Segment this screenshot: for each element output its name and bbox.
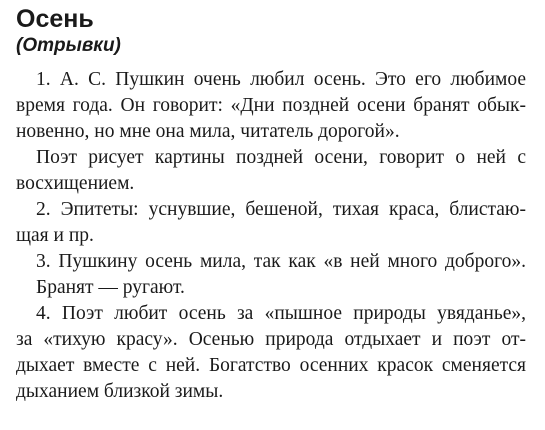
text-line-8: 3. Пушкину осень мила, так как «в ней много доброго». — [36, 251, 526, 272]
text-line-2: время года. Он говорит: «Дни поздней осени бранят обык- — [16, 95, 526, 116]
text-line-11: за «тихую красу». Осенью природа отдыхает и поэт от- — [16, 329, 526, 350]
text-line-1: 1. А. С. Пушкин очень любил осень. Это его любимое — [36, 69, 526, 90]
text-line-6: 2. Эпитеты: уснувшие, бешеной, тихая краса, блистаю- — [36, 199, 526, 220]
text-line-3: новенно, но мне она мила, читатель дорогой». — [16, 121, 400, 142]
text-line-4: Поэт рисует картины поздней осени, говорит о ней с — [36, 147, 526, 168]
answer-text — [16, 67, 526, 405]
page-title: Осень — [16, 5, 94, 33]
text-line-5: восхищением. — [16, 173, 135, 194]
page-subtitle: (Отрывки) — [16, 35, 121, 56]
text-line-9: Бранят — ругают. — [36, 277, 185, 298]
text-line-13: дыханием близкой зимы. — [16, 381, 224, 402]
text-line-12: дыхает вместе с ней. Богатство осенних красок сменяется — [16, 355, 526, 376]
text-line-7: щая и пр. — [16, 225, 94, 246]
text-line-10: 4. Поэт любит осень за «пышное природы увяданье», — [36, 303, 526, 324]
